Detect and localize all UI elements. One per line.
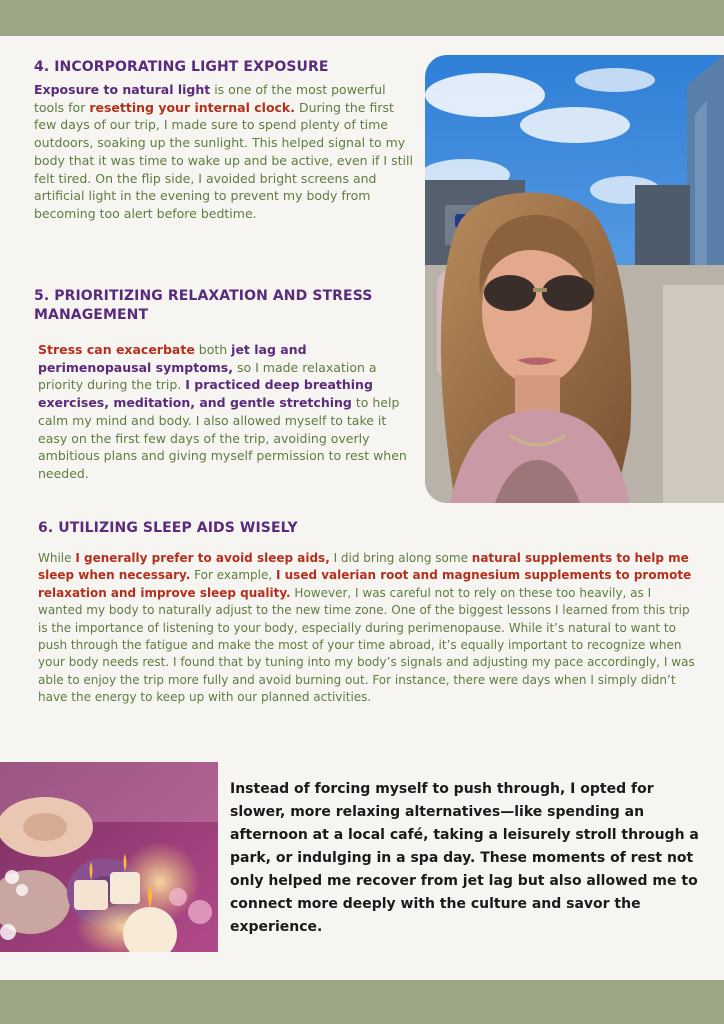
text-span: However, I was careful not to rely on these too heavily, as I wanted my body to naturally adjust to the new time zone. One of the biggest lessons I learned from this trip is the importance of listening to your body, especially during perimenopause. While it’s natural to want to push through the fatigue and make the most of your time abroad, it’s equally important to recognize when your body needs rest. I found that by tuning into my body’s signals and adjusting my pace accordingly, I was able to enjoy the trip more fully and avoid burning out. For instance, there were days when I simply didn’t have the energy to keep up with our planned activities. bbox=[38, 585, 695, 705]
text-span: For example, bbox=[190, 568, 276, 583]
emphasis-internal-clock: resetting your internal clock. bbox=[89, 99, 295, 115]
selfie-photo bbox=[425, 55, 724, 503]
emphasis-symptoms: jet lag and perimenopausal symptoms, bbox=[38, 342, 307, 375]
emphasis-valerian: I used valerian root and magnesium supplements to promote relaxation and improve sleep quality. bbox=[38, 568, 692, 600]
top-band bbox=[0, 0, 724, 36]
heading-sleep-aids: 6. UTILIZING SLEEP AIDS WISELY bbox=[38, 520, 298, 536]
closing-paragraph: Instead of forcing myself to push through, I opted for slower, more relaxing alternatives—like spending an afternoon at a local café, taking a leisurely stroll through a park, or indulging in a spa day. These moments of rest not only helped me recover from jet lag but also allowed me to connect more deeply with the culture and savor the experience. bbox=[230, 781, 699, 935]
text-span: both bbox=[194, 342, 232, 357]
text-span: is one of the most powerful tools for bbox=[34, 82, 386, 115]
paragraph-light-exposure bbox=[34, 81, 414, 223]
emphasis-breathing: I practiced deep breathing exercises, meditation, and gentle stretching bbox=[38, 377, 373, 411]
heading-light-exposure: 4. INCORPORATING LIGHT EXPOSURE bbox=[34, 59, 329, 75]
text-span: to help calm my mind and body. I also allowed myself to take it easy on the first few days of the trip, avoiding overly ambitious plans and giving myself permission to rest when needed. bbox=[38, 395, 407, 481]
text-span: During the first few days of our trip, I made sure to spend plenty of time outdoors, soaking up the sunlight. This helped signal to my body that it was time to wake up and be active, even if I still felt tired. On the flip side, I avoided bright screens and artificial light in the evening to prevent my body from becoming too alert before bedtime. bbox=[34, 99, 413, 221]
emphasis-natural-light: Exposure to natural light bbox=[34, 82, 211, 97]
emphasis-avoid-sleep-aids: I generally prefer to avoid sleep aids, bbox=[75, 551, 330, 565]
text-span: While bbox=[38, 551, 76, 565]
emphasis-stress: Stress can exacerbate bbox=[38, 342, 195, 357]
bottom-band bbox=[0, 980, 724, 1024]
text-span: I did bring along some bbox=[329, 551, 472, 565]
text-span: so I made relaxation a priority during the trip. bbox=[38, 359, 377, 393]
emphasis-supplements: natural supplements to help me sleep when necessary. bbox=[38, 551, 689, 583]
paragraph-sleep-aids bbox=[38, 550, 698, 707]
spa-photo bbox=[0, 762, 218, 952]
paragraph-relaxation bbox=[38, 341, 413, 483]
heading-relaxation: 5. PRIORITIZING RELAXATION AND STRESS MANAGEMENT bbox=[34, 288, 373, 323]
